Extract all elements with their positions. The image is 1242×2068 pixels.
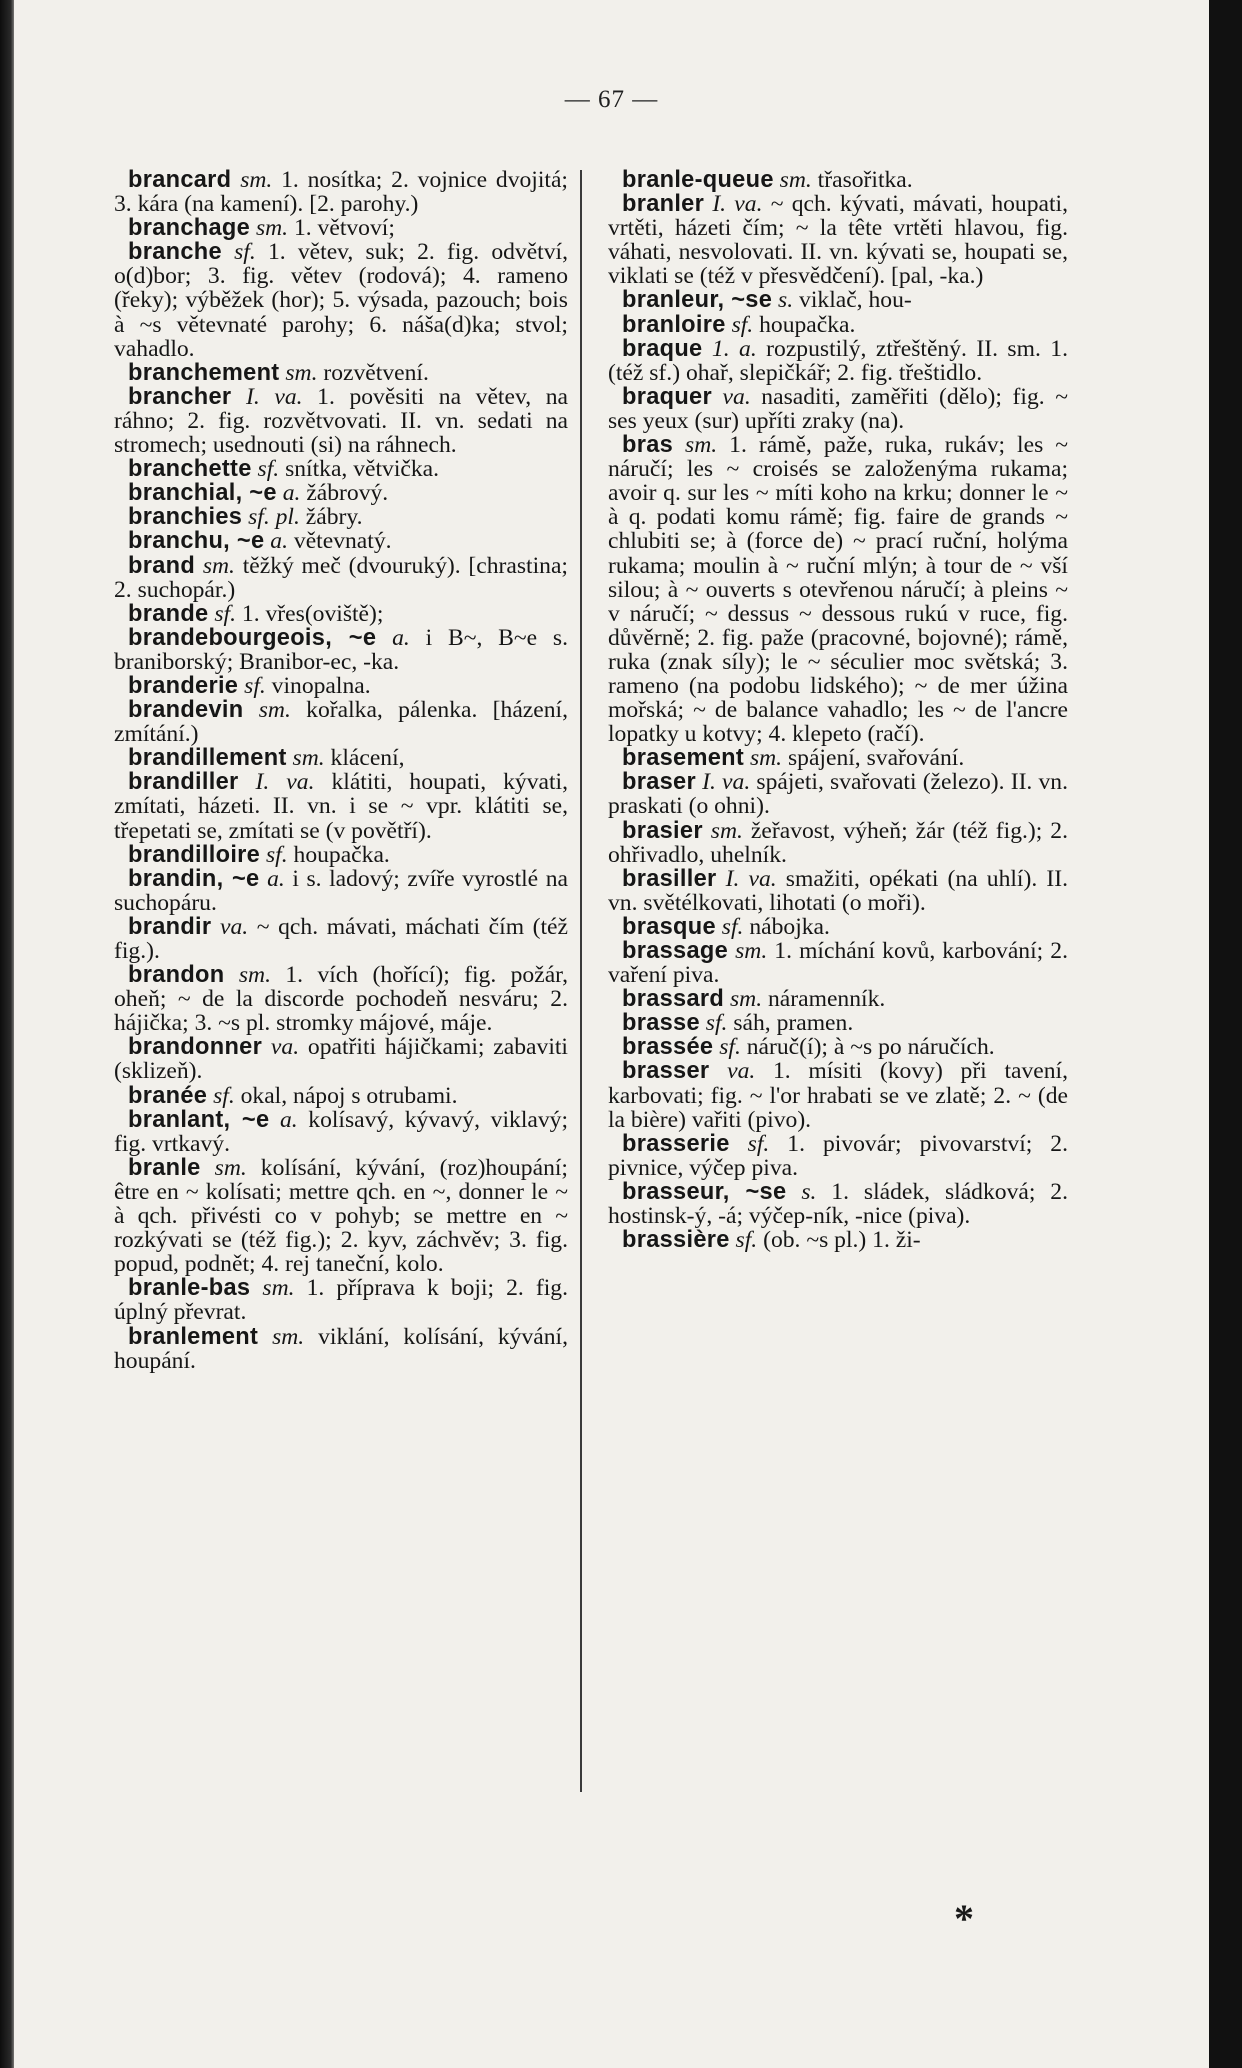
entry-grammar: I. va. [255,769,315,796]
entry-grammar: sm. [685,432,718,459]
entry-definition: nasaditi, zaměřiti (dělo); fig. ~ ses yeux (sur) upříti zraky (na). [608,383,1068,434]
entry-headword: branler [622,191,705,218]
entry-headword: brand [128,552,196,579]
entry-definition: 1. nosítka; 2. vojnice dvojitá; 3. kára (na kamení). [2. parohy.) [114,167,568,218]
entry-definition: kolísání, kývání, (roz)houpání; être en ~ kolísati; mettre qch. en ~, donner le ~ à qch. přivésti co v pohyb; se mettre en ~ rozkývati se (též fig.); 2. kyv, záchvěv; 3. fig. popud, podnět; 4. rej taneční, kolo. [114,1154,568,1278]
right-column [608,168,1068,1252]
entry-headword: brasse [622,1010,700,1037]
dictionary-entry [608,915,1068,939]
entry-grammar: sf. [244,672,266,699]
entry-grammar: sf. [719,1034,741,1061]
entry-definition: 1. mísiti (kovy) při tavení, karbovati; fig. ~ l'or hrabati se ve zlatě; 2. ~ (de la bière) vařiti (pivo). [608,1058,1068,1133]
dictionary-entry [608,288,1068,312]
entry-headword: brasiller [622,865,717,892]
entry-definition: spájení, svařování. [782,745,965,772]
entry-grammar: sm. [779,167,812,193]
dictionary-entry [608,1059,1068,1131]
dictionary-entry [608,1132,1068,1180]
dictionary-entry [114,602,568,626]
dictionary-entry [608,433,1068,746]
entry-headword: branchement [128,359,280,386]
dictionary-entry [114,674,568,698]
entry-grammar: sm. [214,1154,247,1181]
entry-headword: brassière [622,1227,730,1254]
dictionary-entry [608,313,1068,337]
entry-definition: větevnatý. [288,528,392,555]
entry-grammar: sf. [747,1130,770,1157]
entry-definition: 1. vích (hořící); fig. požár, oheň; ~ de la discorde pochodeň nesváru; 2. hájička; 3. ~s pl. stromky májové, máje. [114,962,568,1037]
entry-headword: brassard [622,986,725,1013]
entry-definition: náruč(í); à ~s po náručích. [740,1034,995,1061]
dictionary-entry [114,770,568,842]
entry-headword: branle-bas [128,1275,251,1302]
signature-mark: * [954,1896,974,1941]
entry-headword: brasserie [622,1130,730,1157]
entry-grammar: sf. [721,913,744,940]
entry-headword: branchial, ~e [128,480,277,507]
entry-grammar: sf. [234,239,256,266]
entry-headword: brassée [622,1034,714,1061]
entry-grammar: a. [282,480,301,507]
entry-grammar: sm. [729,986,763,1013]
entry-headword: brandonner [128,1034,263,1061]
dictionary-entry [114,554,568,602]
entry-definition: 1. pivovár; pivovarství; 2. pivnice, výčep piva. [608,1130,1068,1181]
dictionary-entry [608,168,1068,192]
entry-headword: branchette [128,456,252,483]
entry-headword: branchies [128,504,243,531]
entry-definition: nábojka. [743,913,830,940]
entry-headword: brancard [128,167,232,193]
entry-definition: opatřiti hájičkami; zabaviti (sklizeň). [114,1034,568,1085]
dictionary-entry [114,915,568,963]
dictionary-entry [114,1108,568,1156]
dictionary-entry [608,337,1068,385]
entry-grammar: sm. [262,1275,295,1302]
dictionary-entry [114,1276,568,1324]
entry-definition: 1. pověsiti na větev, na ráhno; 2. fig. rozvětvovati. II. vn. sedati na stromech; usednouti (si) na ráhnech. [114,383,569,459]
dictionary-entry [114,867,568,915]
dictionary-page [14,0,1209,2068]
entry-definition: žábry. [299,504,363,531]
dictionary-entry [114,505,568,529]
entry-headword: brandir [128,913,212,940]
entry-headword: brandebourgeois, ~e [128,624,377,651]
entry-headword: brandilloire [128,841,261,868]
entry-headword: braser [622,769,696,796]
dictionary-entry [114,1035,568,1083]
entry-definition: snítka, větvička. [279,456,440,483]
entry-definition: 1. vřes(oviště); [236,600,384,627]
entry-headword: branloire [622,311,726,338]
entry-headword: brande [128,600,209,627]
entry-definition: houpačka. [753,311,856,338]
dictionary-entry [608,819,1068,867]
entry-definition: třasořitka. [811,167,913,193]
entry-headword: branlement [128,1323,259,1350]
dictionary-entry [114,216,568,240]
entry-grammar: sf. [735,1227,758,1254]
entry-grammar: sf. [214,600,237,627]
entry-grammar: sf. [731,311,754,338]
dictionary-entry [114,385,568,457]
entry-grammar: I. va. [725,865,777,892]
entry-definition: viklání, kolísání, kývání, houpání. [114,1323,568,1374]
page-number: — 67 — [564,86,659,113]
entry-grammar: sf. [265,841,288,868]
dictionary-entry [114,1084,568,1108]
dictionary-entry [114,1156,568,1276]
entry-grammar: a. [279,1106,298,1133]
dictionary-entry [608,1180,1068,1228]
entry-definition: vinopalna. [265,672,371,699]
entry-headword: branle [128,1154,201,1181]
dictionary-entry [114,843,568,867]
entry-definition: 1. sládek, sládková; 2. hostinsk-ý, -á; výčep-ník, -nice (piva). [608,1178,1068,1230]
entry-headword: brandon [128,962,225,989]
entry-grammar: I. va. [712,191,763,218]
entry-definition: smažiti, opékati (na uhlí). II. vn. světélkovati, lihotati (o moři). [608,865,1068,916]
entry-headword: branlant, ~e [128,1106,270,1133]
dictionary-entry [608,1035,1068,1059]
dictionary-entry [608,746,1068,770]
entry-headword: branchu, ~e [128,528,265,555]
entry-grammar: va. [270,1034,300,1061]
entry-headword: brasement [622,745,745,772]
entry-grammar: va. [727,1058,756,1085]
entry-grammar: sf. [705,1010,728,1037]
entry-definition: sáh, pramen. [727,1010,854,1037]
entry-grammar: sf. [213,1082,235,1109]
dictionary-entry [114,457,568,481]
entry-headword: branchage [128,215,251,242]
dictionary-entry [114,1325,568,1373]
entry-headword: bras [622,432,674,459]
dictionary-entry [114,240,568,360]
dictionary-entry [114,168,568,216]
entry-definition: rozpustilý, ztřeštěný. II. sm. 1. (též sf.) ohař, slepičkář; 2. fig. třeštidlo. [608,335,1068,386]
entry-headword: brandevin [128,697,244,724]
entry-grammar: sm. [749,745,783,772]
entry-definition: ~ qch. mávati, máchati čím (též fig.). [114,913,568,964]
dictionary-entry [114,698,568,746]
entry-headword: brandin, ~e [128,865,260,892]
column-divider [580,170,582,1792]
dictionary-entry [608,939,1068,987]
entry-headword: brancher [128,383,232,410]
dictionary-entry [114,626,568,674]
entry-definition: těžký meč (dvouruký). [chrastina; 2. suchopár.) [114,552,568,603]
entry-grammar: s. [801,1178,817,1205]
entry-headword: brandillement [128,745,287,772]
left-column [114,168,568,1373]
entry-grammar: sm. [202,552,235,579]
entry-grammar: sm. [735,938,768,964]
entry-grammar: s. [778,287,794,314]
entry-headword: branle-queue [622,167,774,193]
entry-headword: brasque [622,913,716,940]
entry-grammar: sm. [255,215,289,242]
entry-definition: houpačka. [287,841,390,868]
entry-grammar: I. va. [246,383,303,410]
entry-headword: branche [128,239,222,266]
entry-grammar: sm. [292,745,325,772]
entry-headword: braquer [622,383,712,410]
entry-grammar: a. [270,528,288,555]
entry-definition: náramenník. [762,986,886,1013]
entry-definition: 1. větvoví; [288,215,395,242]
entry-grammar: sm. [238,962,271,989]
dictionary-entry [608,192,1068,288]
entry-definition: žábrový. [300,480,389,507]
entry-definition: žeřavost, výheň; žár (též fig.); 2. ohřivadlo, uhelník. [608,817,1068,868]
dictionary-entry [608,1228,1068,1252]
entry-definition: 1. větev, suk; 2. fig. odvětví, o(d)bor; 3. fig. větev (rodová); 4. rameno (řeky); výběžek (hor); 5. výsada, pazouch; bois à ~s větevnaté parohy; 6. náša(d)ka; stvol; vahadlo. [114,239,568,362]
entry-definition: okal, nápoj s otrubami. [234,1082,458,1109]
entry-definition: viklač, hou- [793,287,912,314]
entry-headword: braque [622,335,703,362]
entry-headword: branderie [128,672,239,699]
dictionary-entry [608,1011,1068,1035]
entry-definition: klácení, [324,745,405,772]
entry-definition: spájeti, svařovati (železo). II. vn. praskati (o ohni). [608,769,1068,820]
entry-definition: 1. rámě, paže, ruka, rukáv; les ~ náručí; les ~ croisés se založenýma rukama; avoir q. sur les ~ míti koho na krku; donner le ~ à q. podati komu rámě; fig. faire de grands ~ chlubiti se; à (force de) ~ prací ruční, holýma rukama; moulin à ~ ruční mlýn; à tour de ~ vší silou; à ~ ouverts s otevřenou náručí; à pleins ~ v náručí; ~ dessus ~ dessous rukú v ruce, fig. důvěrně; 2. fig. paže (pracovné, bojovné); rámě, ruka (znak síly); le ~ séculier moc světská; 3. rameno (na podobu lidského); ~ de mer úžina mořská; ~ de balance vahadlo; les ~ de l'ancre lopatky u kotvy; 4. klepeto (račí). [608,432,1069,748]
entry-grammar: a. [267,865,285,892]
entry-definition: klátiti, houpati, kývati, zmítati, házeti. II. vn. i se ~ vpr. klátiti se, třepetati se, zmítati se (v povětří). [114,769,568,844]
entry-definition: i B~, B~e s. braniborský; Branibor-ec, -ka. [114,624,568,675]
dictionary-entry [608,987,1068,1011]
entry-definition: 1. příprava k boji; 2. fig. úplný převrat. [114,1275,568,1326]
dictionary-entry [608,385,1068,433]
entry-headword: brasier [622,817,703,844]
entry-grammar: sm. [240,167,273,193]
entry-grammar: sm. [258,697,291,724]
scan-dark-margin [1209,0,1242,2068]
dictionary-entry [608,770,1068,818]
entry-definition: 1. míchání kovů, karbování; 2. vaření piva. [608,938,1068,989]
dictionary-entry [114,963,568,1035]
entry-headword: brasseur, ~se [622,1178,787,1205]
entry-headword: brasser [622,1058,710,1085]
entry-headword: branleur, ~se [622,287,773,314]
entry-definition: rozvětvení. [317,359,429,386]
entry-grammar: 1. a. [711,335,757,362]
entry-grammar: va. [722,383,751,410]
dictionary-entry [114,529,568,553]
entry-definition: i s. ladový; zvíře vyrostlé na suchopáru. [114,865,568,916]
entry-definition: ~ qch. kývati, mávati, houpati, vrtěti, házeti čím; ~ la tête vrtěti hlavou, fig. váhati, nesvolovati. II. vn. kývati se, houpati se, viklati se (též v přesvědčení). [pal, -ka.) [608,191,1068,290]
entry-grammar: a. [392,624,410,651]
entry-headword: brassage [622,938,729,964]
entry-grammar: I. va. [702,769,751,796]
entry-definition: (ob. ~s pl.) 1. ži- [757,1227,921,1254]
entry-definition: kořalka, pálenka. [házení, zmítání.) [114,697,568,748]
entry-headword: branée [128,1082,208,1109]
entry-grammar: va. [220,913,249,940]
entry-definition: kolísavý, kývavý, viklavý; fig. vrtkavý. [114,1106,568,1157]
dictionary-entry [114,361,568,385]
entry-grammar: sm. [272,1323,305,1350]
entry-headword: brandiller [128,769,239,796]
dictionary-entry [114,481,568,505]
dictionary-entry [114,746,568,770]
dictionary-entry [608,867,1068,915]
entry-grammar: sf. [257,456,280,483]
entry-grammar: sm. [710,817,743,844]
entry-grammar: sm. [285,359,318,386]
entry-grammar: sf. pl. [248,504,300,531]
